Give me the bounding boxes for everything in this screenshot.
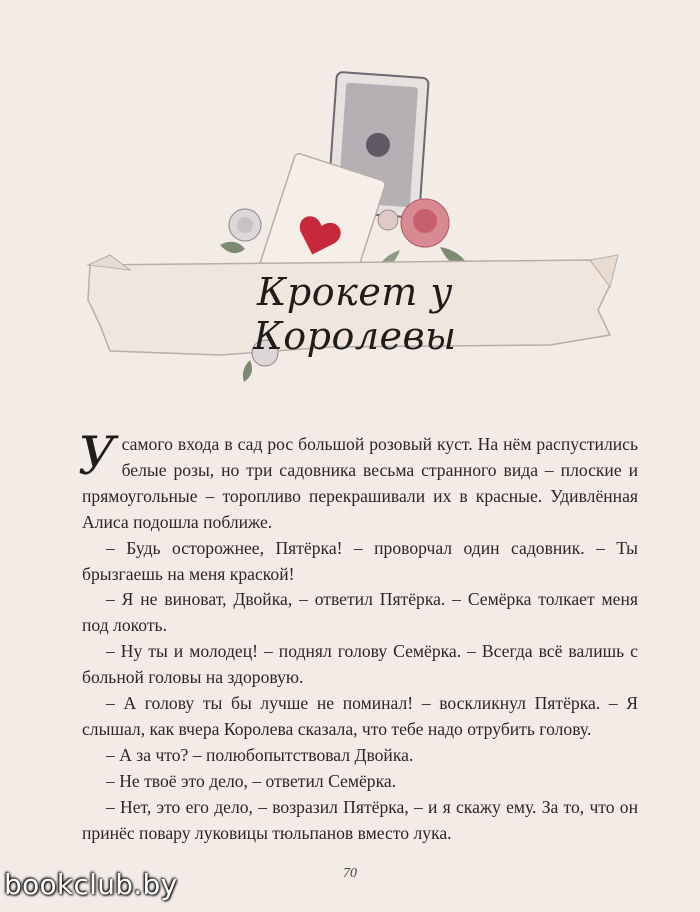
paragraph: – Нет, это его дело, – возразил Пятёрка, – и я скажу ему. За то, что он принёс повару луковицы тюльпанов вместо лука.	[82, 796, 638, 843]
paragraph: – Я не виноват, Двойка, – ответил Пятёрка. – Семёрка толкает меня под локоть.	[82, 589, 638, 636]
first-paragraph: Усамого входа в сад рос большой розовый куст. На нём распустились белые розы, но три садовника весьма странного вида – плоские и прямоугольные – торопливо перекрашивали их в красные. Удивлённая Алиса подошла поближе.	[78, 427, 638, 532]
watermark: bookclub.by	[4, 868, 178, 901]
paragraph: – Не твоё это дело, – ответил Семёрка.	[106, 770, 397, 791]
body-text	[78, 427, 638, 847]
chapter-title: Крокет у Королевы	[253, 270, 457, 358]
white-rose-icon	[220, 209, 261, 253]
paragraph: – А за что? – полюбопытствовал Двойка.	[106, 744, 414, 765]
paragraph: – Будь осторожнее, Пятёрка! – проворчал один садовник. – Ты брызгаешь на меня краской!	[82, 537, 638, 584]
drop-cap: У	[78, 427, 116, 487]
paragraph: – А голову ты бы лучше не поминал! – воскликнул Пятёрка. – Я слышал, как вчера Королева сказала, что тебе надо отрубить голову.	[82, 693, 638, 739]
page-number: 70	[343, 866, 357, 881]
paragraph: – Ну ты и молодец! – поднял голову Семёрка. – Всегда всё валишь с больной головы на здоровую.	[82, 641, 638, 688]
